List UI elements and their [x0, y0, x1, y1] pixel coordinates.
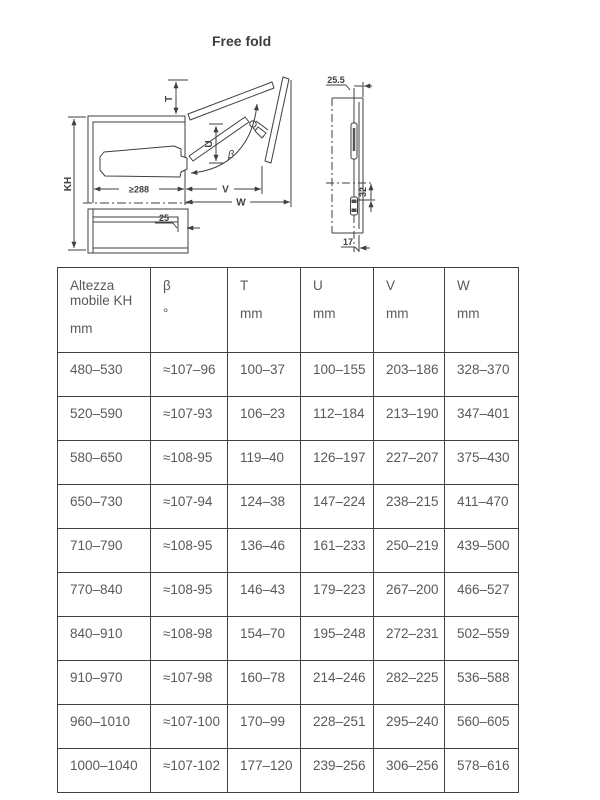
beta-label: β	[227, 149, 235, 161]
col-header-v: V mm	[374, 268, 445, 353]
table-cell: 306–256	[374, 749, 445, 793]
table-cell: ≈108-95	[151, 529, 228, 573]
table-cell: 480–530	[58, 353, 151, 397]
table-cell: 106–23	[228, 397, 301, 441]
lower-cabinet	[88, 209, 188, 253]
table-cell: 328–370	[445, 353, 519, 397]
table-cell: 272–231	[374, 617, 445, 661]
table-row	[58, 441, 519, 485]
table-cell: ≈108-95	[151, 573, 228, 617]
table-cell: 146–43	[228, 573, 301, 617]
table-cell: 124–38	[228, 485, 301, 529]
table-cell: 195–248	[301, 617, 374, 661]
table-cell: 227–207	[374, 441, 445, 485]
table-cell: 213–190	[374, 397, 445, 441]
table-cell: ≈107-94	[151, 485, 228, 529]
table-cell: 536–588	[445, 661, 519, 705]
table-cell: 126–197	[301, 441, 374, 485]
table-cell: 295–240	[374, 705, 445, 749]
col-header-beta: β °	[151, 268, 228, 353]
table-cell: 161–233	[301, 529, 374, 573]
technical-drawing	[0, 55, 600, 267]
table-cell: 840–910	[58, 617, 151, 661]
table-row	[58, 661, 519, 705]
table-cell: 560–605	[445, 705, 519, 749]
table-cell: 228–251	[301, 705, 374, 749]
table-cell: 770–840	[58, 573, 151, 617]
offset-bottom-label: 17	[342, 237, 354, 247]
table-cell: ≈107-98	[151, 661, 228, 705]
table-cell: 239–256	[301, 749, 374, 793]
table-cell: 502–559	[445, 617, 519, 661]
table-cell: ≈107-100	[151, 705, 228, 749]
table-cell: 578–616	[445, 749, 519, 793]
kh-label: KH	[63, 176, 74, 192]
col-header-w: W mm	[445, 268, 519, 353]
table-cell: 147–224	[301, 485, 374, 529]
table-cell: 154–70	[228, 617, 301, 661]
w-label: W	[236, 197, 246, 209]
table-row	[58, 353, 519, 397]
table-cell: 375–430	[445, 441, 519, 485]
u-label: U	[204, 140, 215, 148]
table-cell: 439–500	[445, 529, 519, 573]
table-cell: 136–46	[228, 529, 301, 573]
side-section-view	[68, 77, 291, 253]
table-cell: 650–730	[58, 485, 151, 529]
table-cell: 710–790	[58, 529, 151, 573]
table-row	[58, 529, 519, 573]
min-interior-label: ≥288	[129, 184, 149, 195]
offset-top-label: 25.5	[327, 75, 345, 85]
table-cell: 170–99	[228, 705, 301, 749]
table-cell: ≈107–96	[151, 353, 228, 397]
table-cell: 347–401	[445, 397, 519, 441]
table-cell: ≈107-93	[151, 397, 228, 441]
table-cell: 267–200	[374, 573, 445, 617]
table-cell: ≈108-98	[151, 617, 228, 661]
table-cell: 520–590	[58, 397, 151, 441]
flap-open-position	[188, 82, 274, 120]
col-header-t: T mm	[228, 268, 301, 353]
t-label: T	[164, 95, 175, 103]
table-cell: 238–215	[374, 485, 445, 529]
table-cell: 466–527	[445, 573, 519, 617]
table-cell: 580–650	[58, 441, 151, 485]
table-cell: 100–37	[228, 353, 301, 397]
table-cell: 119–40	[228, 441, 301, 485]
table-cell: ≈108-95	[151, 441, 228, 485]
table-cell: 214–246	[301, 661, 374, 705]
table-row	[58, 705, 519, 749]
dimensions-table	[57, 267, 519, 793]
table-cell: 177–120	[228, 749, 301, 793]
table-cell: ≈107-102	[151, 749, 228, 793]
front-panel-view	[326, 82, 375, 252]
table-cell: 112–184	[301, 397, 374, 441]
table-cell: 160–78	[228, 661, 301, 705]
table-cell: 250–219	[374, 529, 445, 573]
table-row	[58, 397, 519, 441]
table-cell: 960–1010	[58, 705, 151, 749]
page-title: Free fold	[212, 33, 272, 49]
table-row	[58, 617, 519, 661]
table-header-row	[58, 268, 519, 353]
v-label: V	[222, 184, 229, 196]
table-cell: 203–186	[374, 353, 445, 397]
table-cell: 282–225	[374, 661, 445, 705]
table-cell: 100–155	[301, 353, 374, 397]
table-row	[58, 573, 519, 617]
shelf-setback-label: 25	[158, 213, 170, 223]
table-cell: 179–223	[301, 573, 374, 617]
table-row	[58, 485, 519, 529]
table-cell: 1000–1040	[58, 749, 151, 793]
col-header-kh: Altezza mobile KH mm	[58, 268, 151, 353]
folded-flap-package	[100, 146, 187, 177]
offset-mid-label: 32	[358, 186, 368, 198]
table-cell: 910–970	[58, 661, 151, 705]
table-cell: 411–470	[445, 485, 519, 529]
table-body	[58, 353, 519, 793]
col-header-u: U mm	[301, 268, 374, 353]
table-row	[58, 749, 519, 793]
